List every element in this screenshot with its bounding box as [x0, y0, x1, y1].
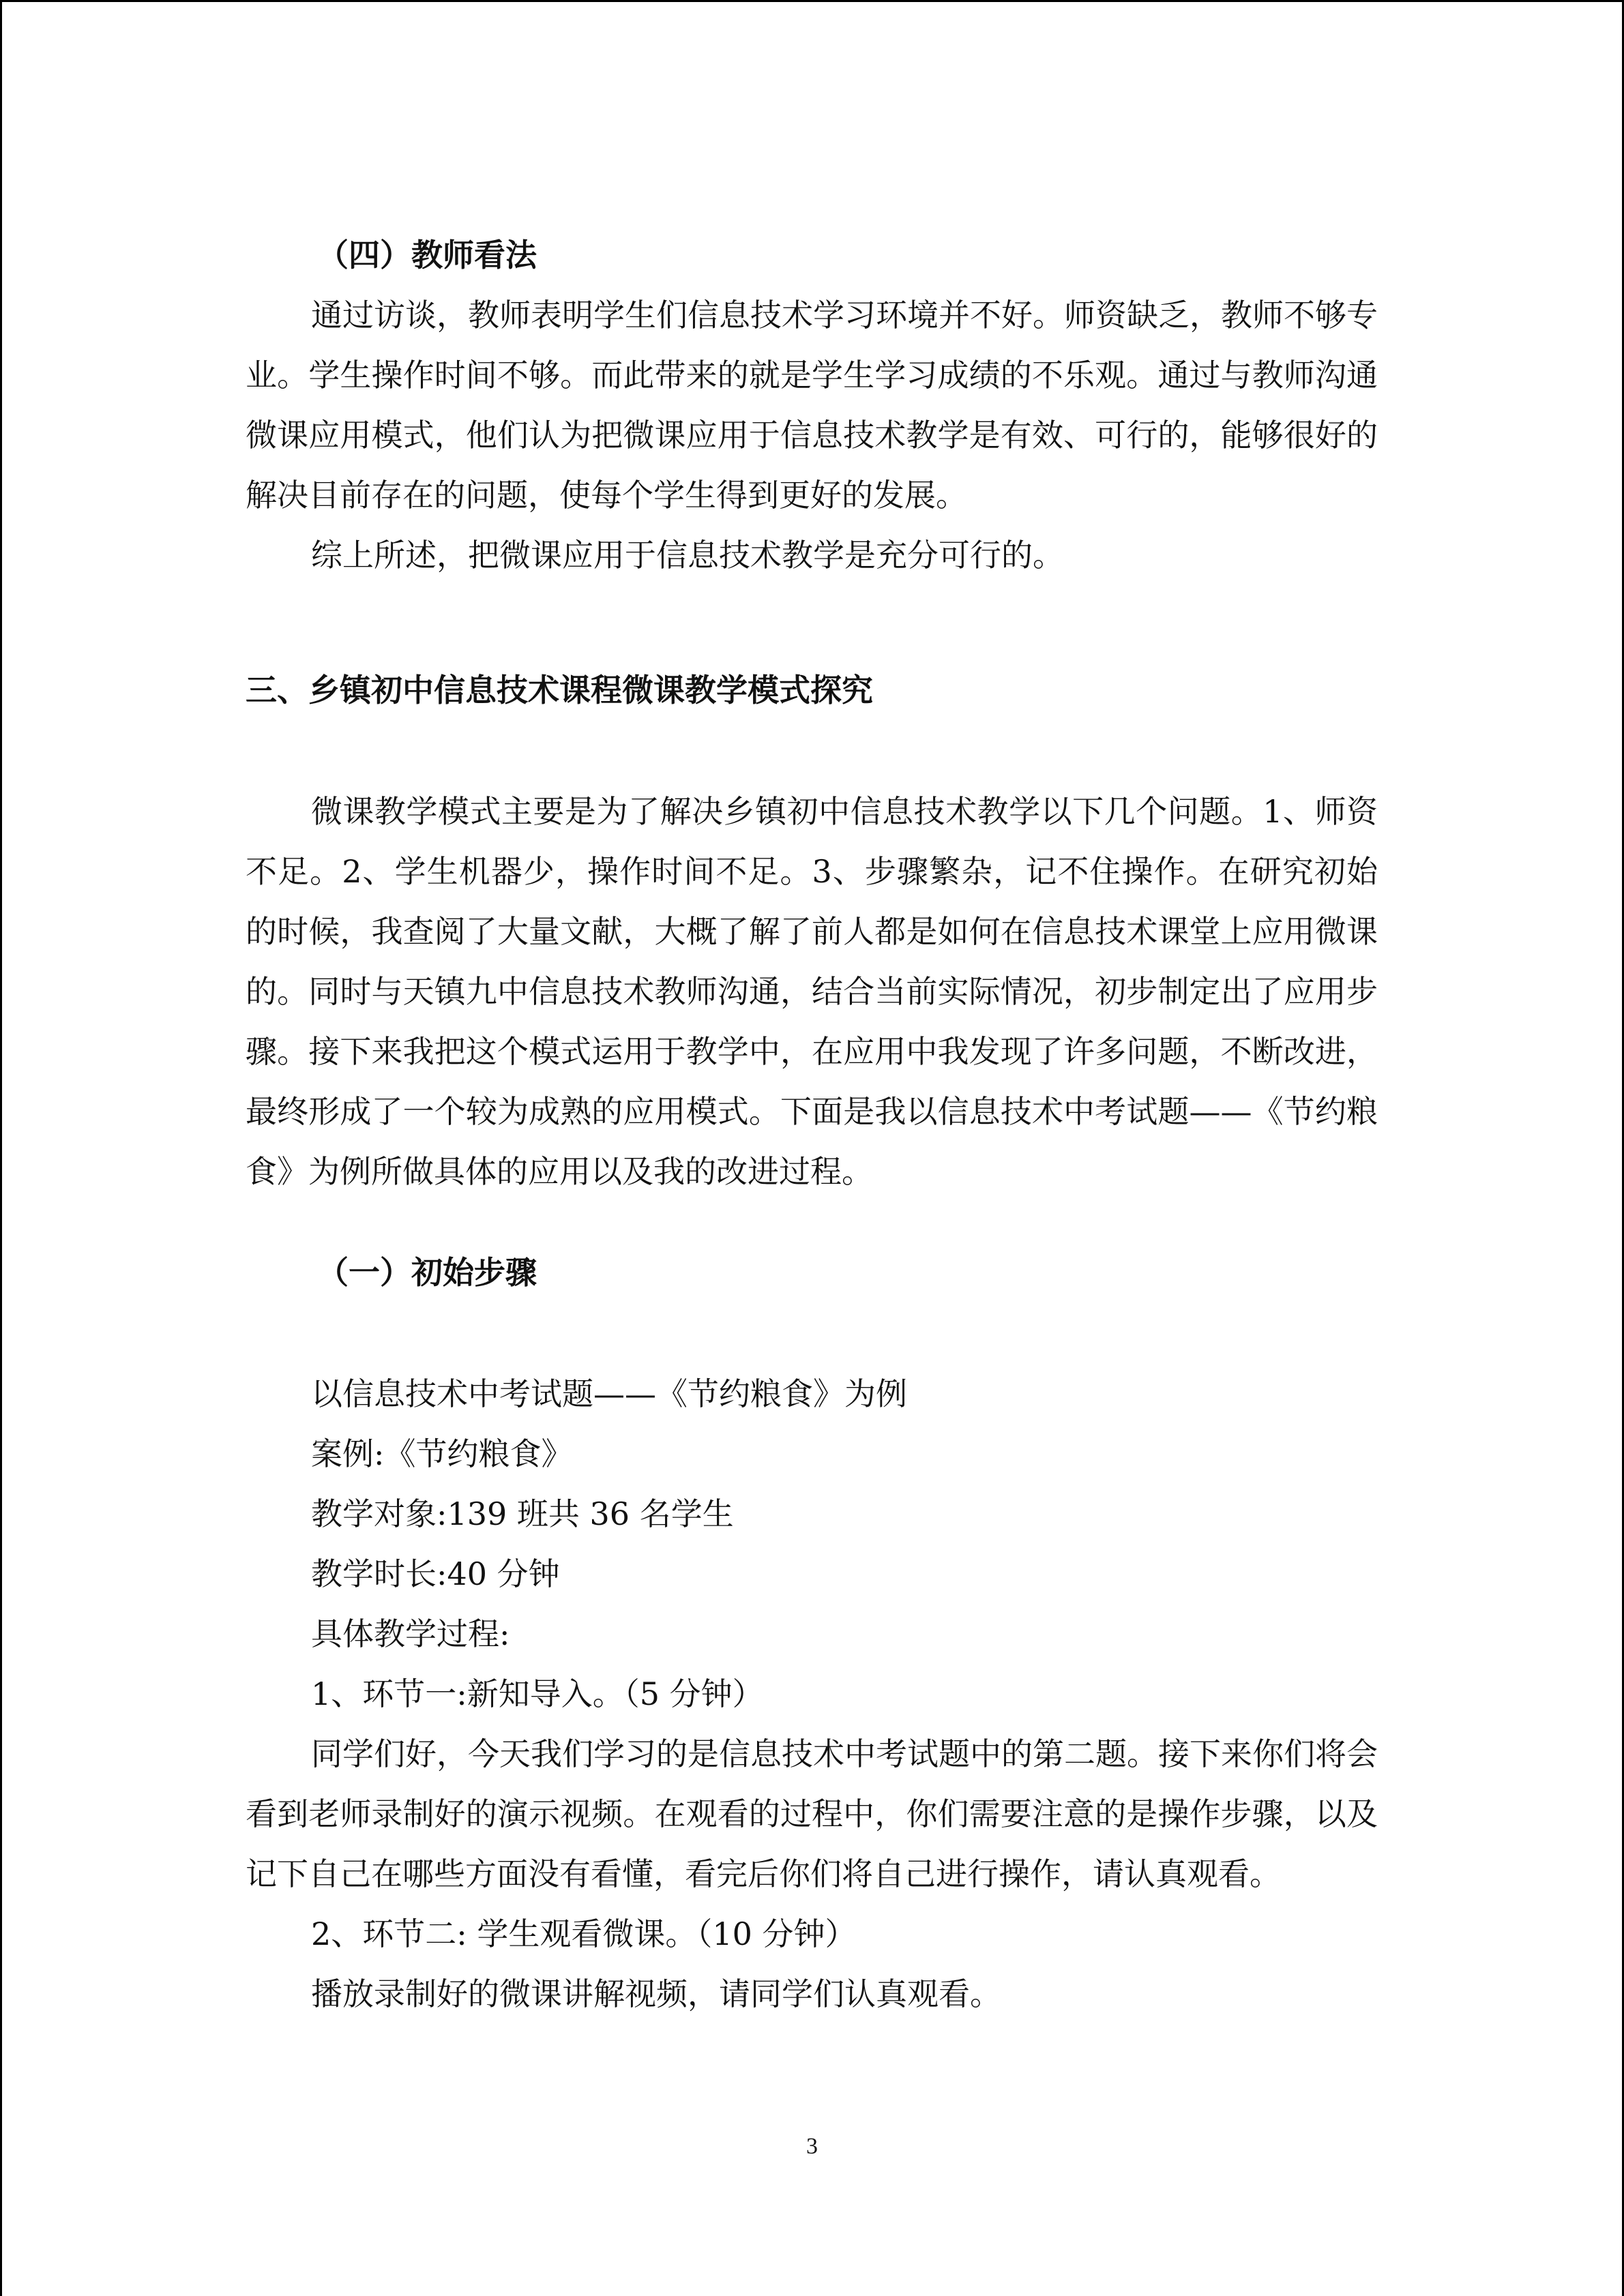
step-1-text: 同学们好，今天我们学习的是信息技术中考试题中的第二题。接下来你们将会看到老师录制好的演示视频。在观看的过程中，你们需要注意的是操作步骤，以及记下自己在哪些方面没有看懂，看完后你们将自己进行操作，请认真观看。: [246, 1735, 1378, 1892]
audience-line: 教学对象:139 班共 36 名学生: [311, 1495, 734, 1532]
page-number: 3: [806, 2134, 818, 2159]
document-body: [246, 225, 1378, 2024]
section-three-heading: 三、乡镇初中信息技术课程微课教学模式探究: [246, 672, 873, 709]
case-line: 案例:《节约粮食》: [311, 1435, 573, 1472]
subsection-one-heading: （一）初始步骤: [317, 1254, 537, 1291]
section-three-paragraph: 微课教学模式主要是为了解决乡镇初中信息技术教学以下几个问题。1、师资不足。2、学生机器少，操作时间不足。3、步骤繁杂，记不住操作。在研究初始的时候，我查阅了大量文献，大概了解了前人都是如何在信息技术课堂上应用微课的。同时与天镇九中信息技术教师沟通，结合当前实际情况，初步制定出了应用步骤。接下来我把这个模式运用于教学中，在应用中我发现了许多问题，不断改进，最终形成了一个较为成熟的应用模式。下面是我以信息技术中考试题——《节约粮食》为例所做具体的应用以及我的改进过程。: [246, 793, 1378, 1190]
section-four-paragraph-2: 综上所述，把微课应用于信息技术教学是充分可行的。: [311, 537, 1064, 573]
page-left-border: [0, 0, 2, 2296]
spacer: [246, 1202, 1378, 1242]
duration-line: 教学时长:40 分钟: [311, 1555, 560, 1592]
spacer: [246, 720, 1378, 781]
spacer: [246, 585, 1378, 660]
section-four-heading: （四）教师看法: [317, 237, 537, 273]
example-intro: 以信息技术中考试题——《节约粮食》为例: [311, 1375, 907, 1412]
step-2-text: 播放录制好的微课讲解视频，请同学们认真观看。: [311, 1976, 1001, 2012]
section-four-paragraph-1: 通过访谈，教师表明学生们信息技术学习环境并不好。师资缺乏，教师不够专业。学生操作时间不够。而此带来的就是学生学习成绩的不乐观。通过与教师沟通微课应用模式，他们认为把微课应用于信息技术教学是有效、可行的，能够很好的解决目前存在的问题，使每个学生得到更好的发展。: [246, 297, 1378, 513]
step-1-title: 1、环节一:新知导入。（5 分钟）: [311, 1675, 764, 1712]
step-2-title: 2、环节二: 学生观看微课。（10 分钟）: [311, 1915, 857, 1952]
page-top-border: [0, 0, 1624, 2]
spacer: [246, 1302, 1378, 1364]
process-label: 具体教学过程:: [311, 1615, 510, 1652]
